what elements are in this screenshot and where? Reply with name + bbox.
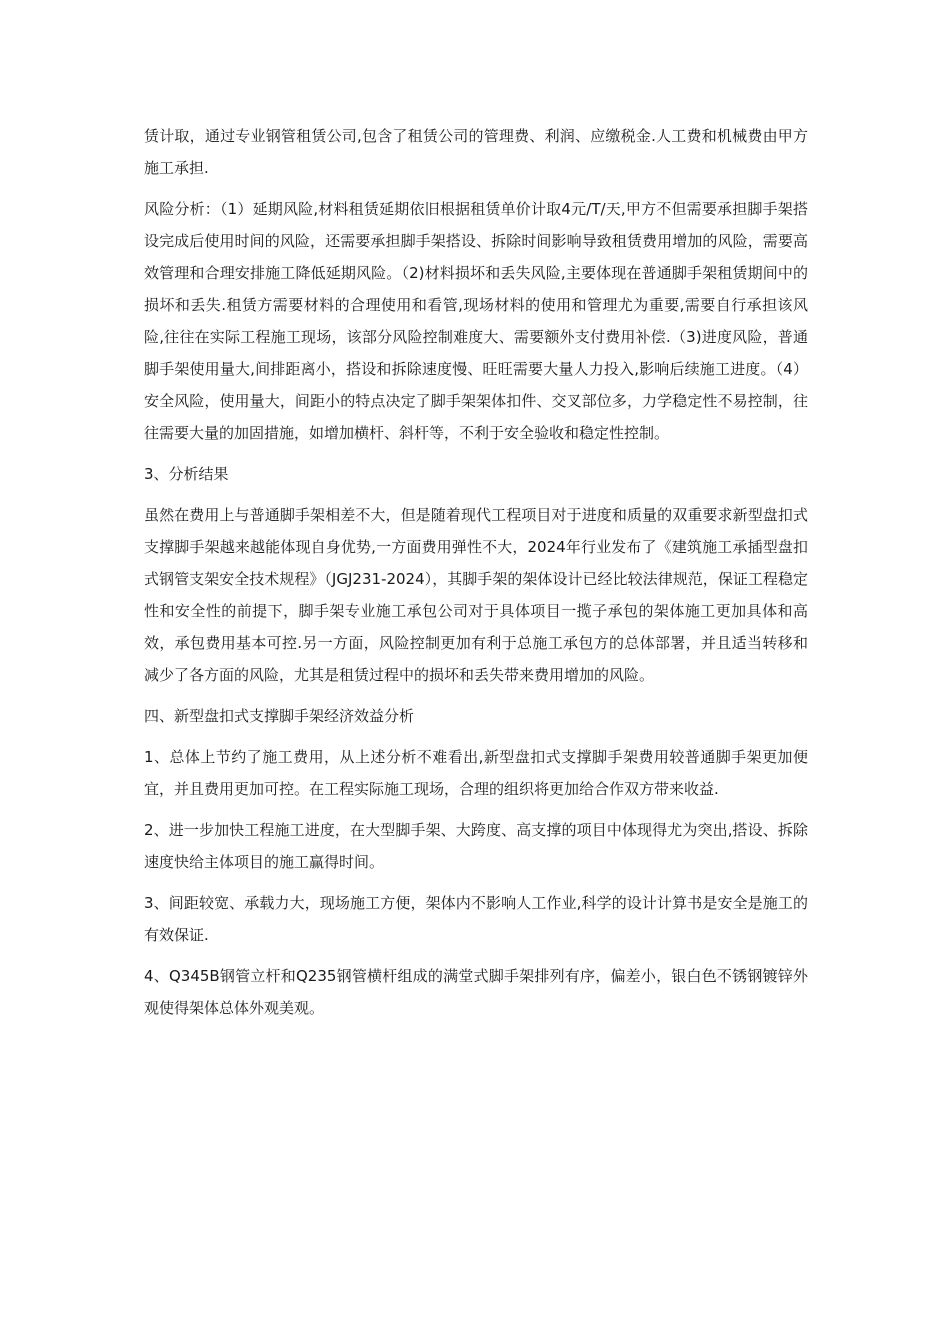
document-body — [144, 120, 808, 1033]
paragraph-analysis-result: 虽然在费用上与普通脚手架相差不大，但是随着现代工程项目对于进度和质量的双重要求新型盘扣式支撑脚手架越来越能体现自身优势,一方面费用弹性不大，2024年行业发布了《建筑施工承插型盘扣式钢管支架安全技术规程》（JGJ231-2024），其脚手架的架体设计已经比较法律规范，保证工程稳定性和安全性的前提下，脚手架专业施工承包公司对于具体项目一揽子承包的架体施工更加具体和高效，承包费用基本可控.另一方面，风险控制更加有利于总施工承包方的总体部署，并且适当转移和减少了各方面的风险，尤其是租赁过程中的损坏和丢失带来费用增加的风险。 — [144, 506, 808, 684]
paragraph-benefit-3: 3、间距较宽、承载力大，现场施工方便，架体内不影响人工作业,科学的设计计算书是安全是施工的有效保证. — [144, 894, 808, 944]
paragraph-benefit-2: 2、进一步加快工程施工进度，在大型脚手架、大跨度、高支撑的项目中体现得尤为突出,搭设、拆除速度快给主体项目的施工赢得时间。 — [144, 821, 808, 871]
paragraph-benefit-4: 4、Q345B钢管立杆和Q235钢管横杆组成的满堂式脚手架排列有序，偏差小，银白色不锈钢镀锌外观使得架体总体外观美观。 — [144, 967, 808, 1017]
paragraph-risk-analysis: 风险分析：（1）延期风险,材料租赁延期依旧根据租赁单价计取4元/T/天,甲方不但需要承担脚手架搭设完成后使用时间的风险，还需要承担脚手架搭设、拆除时间影响导致租赁费用增加的风险，需要高效管理和合理安排施工降低延期风险。（2)材料损坏和丢失风险,主要体现在普通脚手架租赁期间中的损坏和丢失.租赁方需要材料的合理使用和看管,现场材料的使用和管理尤为重要,需要自行承担该风险,往往在实际工程施工现场，该部分风险控制难度大、需要额外支付费用补偿.（3)进度风险，普通脚手架使用量大,间排距离小，搭设和拆除速度慢、旺旺需要大量人力投入,影响后续施工进度。（4）安全风险，使用量大，间距小的特点决定了脚手架架体扣件、交叉部位多，力学稳定性不易控制，往往需要大量的加固措施，如增加横杆、斜杆等，不利于安全验收和稳定性控制。 — [144, 200, 808, 442]
heading-analysis-result: 3、分析结果 — [144, 465, 229, 483]
paragraph-rental-cost: 赁计取，通过专业钢管租赁公司,包含了租赁公司的管理费、利润、应缴税金.人工费和机械费由甲方施工承担. — [144, 127, 808, 177]
heading-economic-benefit: 四、新型盘扣式支撑脚手架经济效益分析 — [144, 707, 415, 725]
paragraph-benefit-1: 1、总体上节约了施工费用，从上述分析不难看出,新型盘扣式支撑脚手架费用较普通脚手架更加便宜，并且费用更加可控。在工程实际施工现场，合理的组织将更加给合作双方带来收益. — [144, 748, 808, 798]
